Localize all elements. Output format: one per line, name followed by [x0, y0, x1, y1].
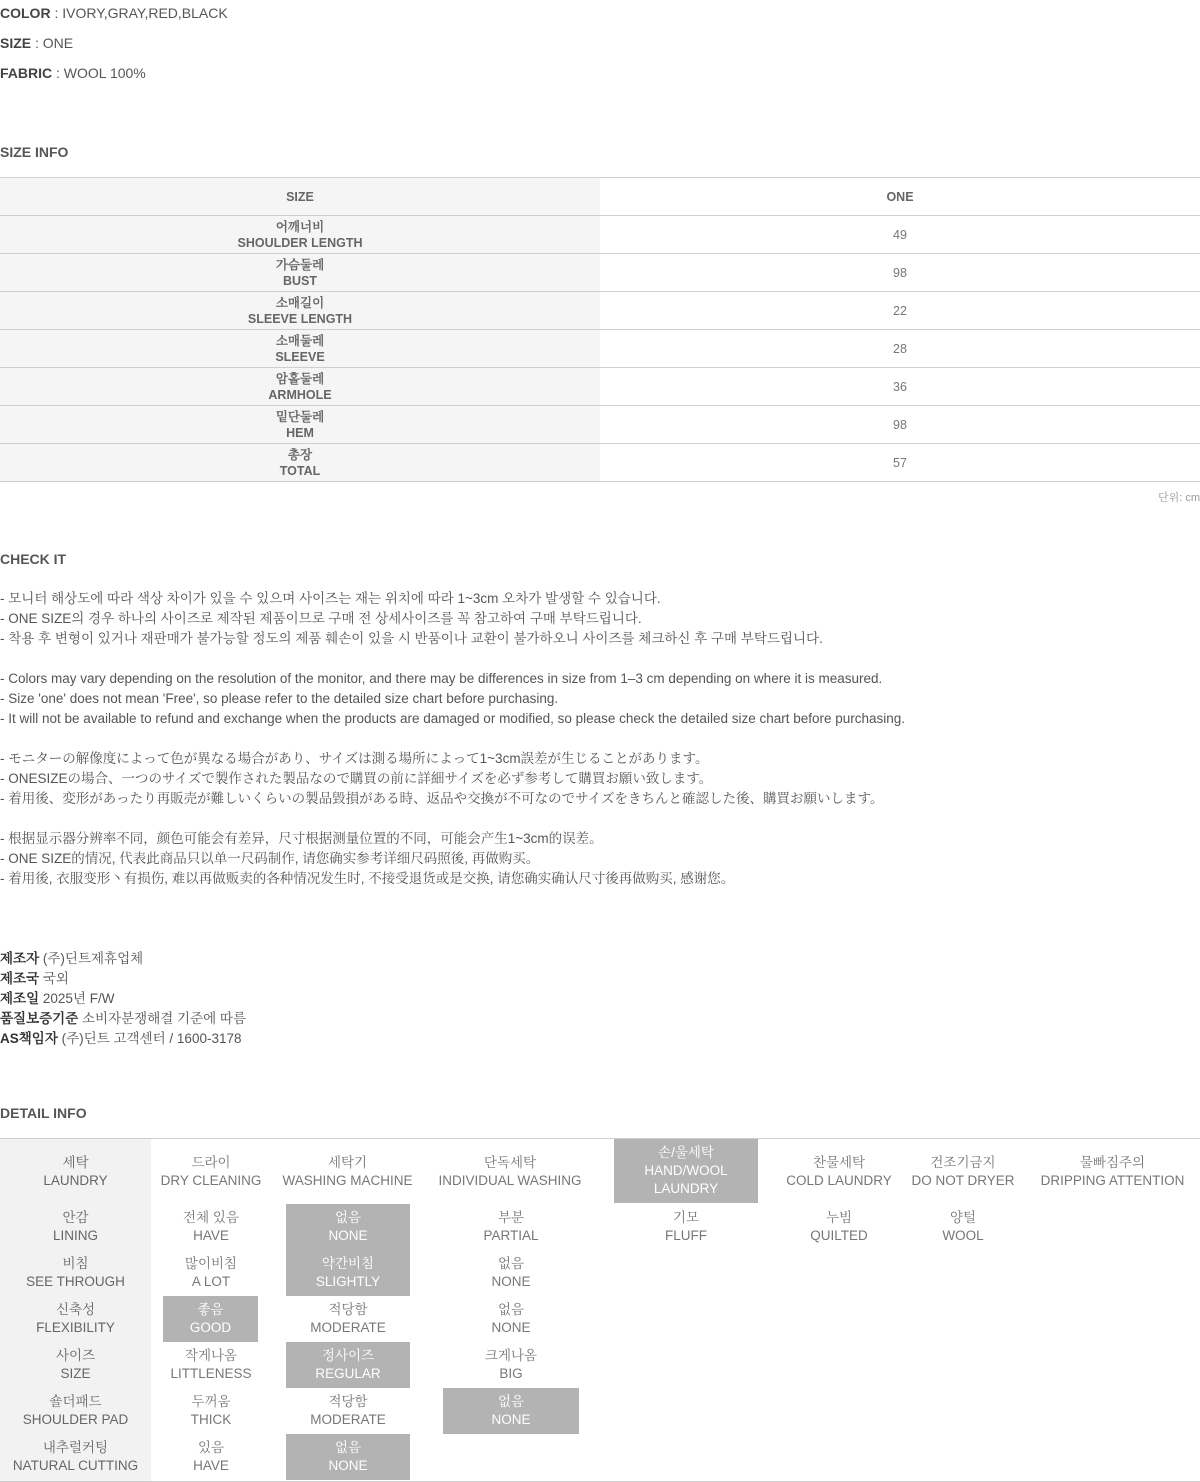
maker-date: [0, 989, 114, 1009]
option-cut-none: [286, 1434, 410, 1480]
cell-en: WOOL: [942, 1228, 984, 1243]
cell-ko: 있음: [197, 1440, 225, 1455]
size-header-label: SIZE: [0, 178, 600, 216]
notice-line: - 着用後、変形があったり再販売が難しいくらいの製品毀損がある時、返品や交換が不可なのでサイズをきちんと確認した後、購買お願いします。: [0, 791, 884, 806]
cell-ko: 적당함: [328, 1394, 368, 1409]
option-flex-good: [163, 1296, 258, 1342]
cell-en: INDIVIDUAL WASHING: [438, 1173, 582, 1188]
cell-en: SIZE: [60, 1366, 91, 1381]
option-quilted: [778, 1204, 900, 1250]
cell-ko: 찬물세탁: [812, 1155, 866, 1170]
table-row: [0, 254, 1200, 292]
maker-value: (주)딘트 고객센터 / 1600-3178: [57, 1031, 242, 1046]
spec-separator: :: [31, 35, 43, 51]
measure-label-en: HEM: [286, 425, 314, 440]
notice-line: - ONESIZEの場合、一つのサイズで製作された製品なので購買の前に詳細サイズを必ず参考して購買お願い致します。: [0, 771, 713, 786]
notice-line: - モニターの解像度によって色が異なる場合があり、サイズは測る場所によって1~3cm誤差が生じることがあります。: [0, 751, 709, 766]
spec-value: IVORY,GRAY,RED,BLACK: [62, 5, 228, 21]
measure-label-en: BUST: [282, 273, 318, 288]
maker-quality: [0, 1009, 246, 1029]
option-do-not-dryer: [905, 1149, 1021, 1195]
cell-en: FLEXIBILITY: [36, 1320, 115, 1335]
cell-ko: 많이비침: [184, 1256, 238, 1271]
cell-ko: 양털: [949, 1210, 977, 1225]
notice-line: - 착용 후 변형이 있거나 재판매가 불가능할 정도의 제품 훼손이 있을 시 반품이나 교환이 불가하오니 사이즈를 체크하신 후 구매 부탁드립니다.: [0, 631, 823, 646]
measure-label-ko: 소매길이: [275, 295, 325, 310]
cell-ko: 적당함: [328, 1302, 368, 1317]
measure-label-en: TOTAL: [279, 463, 321, 478]
cell-en: DRIPPING ATTENTION: [1040, 1173, 1185, 1188]
spec-value: ONE: [42, 35, 74, 51]
measure-label: [0, 292, 600, 330]
option-wool: [905, 1204, 1021, 1250]
size-header-value: ONE: [600, 178, 1200, 216]
cell-en: LINING: [52, 1228, 98, 1243]
option-cut-have: [151, 1434, 271, 1480]
cell-en: LAUNDRY: [653, 1181, 719, 1196]
check-it-title: CHECK IT: [0, 551, 67, 567]
cell-en: REGULAR: [315, 1366, 381, 1381]
option-individual-washing: [435, 1149, 585, 1195]
option-see-alot: [151, 1250, 271, 1296]
table-header-row: [0, 178, 1200, 216]
cell-ko: 신축성: [55, 1302, 96, 1317]
cell-en: DO NOT DRYER: [911, 1173, 1015, 1188]
cell-ko: 안감: [62, 1210, 89, 1225]
measure-value: 36: [600, 368, 1200, 406]
notice-line: - 着用後, 衣服变形丶有损伤, 难以再做贩卖的各种情况发生时, 不接受退货或是交换, 请您确实确认尺寸後再做购买, 感谢您。: [0, 871, 735, 886]
measure-value: 22: [600, 292, 1200, 330]
notice-line: - ONE SIZE的情况, 代表此商品只以单一尺码制作, 请您确实参考详细尺码照後, 再做购买。: [0, 851, 540, 866]
measure-label-ko: 가슴둘레: [275, 257, 325, 272]
cell-ko: 전체 있음: [183, 1210, 239, 1225]
measure-label: [0, 368, 600, 406]
notice-line: - ONE SIZE의 경우 하나의 사이즈로 제작된 제품이므로 구매 전 상세사이즈를 꼭 참고하여 구매 부탁드립니다.: [0, 611, 642, 626]
detail-label-laundry: [0, 1149, 151, 1195]
notice-line: - Size 'one' does not mean 'Free', so please refer to the detailed size chart before purchasing.: [0, 691, 559, 706]
measure-label-en: SLEEVE: [275, 349, 325, 364]
option-pad-thick: [151, 1388, 271, 1434]
cell-ko: 작게나옴: [184, 1348, 238, 1363]
cell-ko: 세탁: [62, 1155, 89, 1170]
maker-value: 소비자분쟁해결 기준에 따름: [78, 1011, 246, 1026]
table-row: [0, 330, 1200, 368]
cell-en: COLD LAUNDRY: [786, 1173, 892, 1188]
option-hand-wool-laundry: [614, 1139, 758, 1203]
cell-ko: 드라이: [191, 1155, 231, 1170]
cell-ko: 두꺼움: [191, 1394, 231, 1409]
option-size-big: [443, 1342, 579, 1388]
cell-en: NONE: [491, 1320, 531, 1335]
maker-as: [0, 1029, 241, 1049]
cell-ko: 부분: [497, 1210, 525, 1225]
maker-key: 제조국: [0, 971, 40, 986]
detail-label-natural-cutting: [0, 1434, 151, 1480]
cell-ko: 없음: [334, 1440, 362, 1455]
option-flex-none: [443, 1296, 579, 1342]
measure-label: [0, 444, 600, 482]
cell-en: LITTLENESS: [170, 1366, 252, 1381]
table-row: [0, 368, 1200, 406]
cell-en: A LOT: [191, 1274, 231, 1289]
table-row: [0, 216, 1200, 254]
option-cold-laundry: [778, 1149, 900, 1195]
option-see-none: [443, 1250, 579, 1296]
maker-key: 제조일: [0, 991, 40, 1006]
option-lining-have: [151, 1204, 271, 1250]
cell-en: NONE: [491, 1274, 531, 1289]
spec-key: SIZE: [0, 35, 32, 51]
maker-manufacturer: [0, 949, 143, 969]
detail-label-flexibility: [0, 1296, 151, 1342]
option-see-slightly: [286, 1250, 410, 1296]
cell-en: FLUFF: [665, 1228, 707, 1243]
notice-line: - It will not be available to refund and exchange when the products are damaged or modified, so please check the detailed size chart before purchasing.: [0, 711, 906, 726]
spec-color: [0, 3, 228, 23]
notice-line: - 根据显示器分辨率不同，颜色可能会有差异，尺寸根据测量位置的不同，可能会产生1~3cm的误差。: [0, 831, 603, 846]
detail-label-lining: [0, 1204, 151, 1250]
notice-line: - Colors may vary depending on the resolution of the monitor, and there may be differences in size from 1–3 cm depending on where it is measured.: [0, 671, 883, 686]
cell-ko: 없음: [497, 1302, 525, 1317]
option-lining-none: [286, 1204, 410, 1250]
cell-ko: 내추럴커팅: [42, 1440, 109, 1455]
maker-value: (주)딘트제휴업체: [39, 951, 144, 966]
option-flex-moderate: [286, 1296, 410, 1342]
maker-key: 품질보증기준: [0, 1011, 79, 1026]
unit-note: 단위: cm: [1157, 492, 1200, 504]
measure-label-ko: 암홀둘레: [275, 371, 325, 386]
measure-label: [0, 406, 600, 444]
cell-en: GOOD: [189, 1320, 232, 1335]
measure-label: [0, 330, 600, 368]
cell-en: MODERATE: [310, 1412, 386, 1427]
measure-value: 98: [600, 406, 1200, 444]
spec-size: [0, 33, 73, 53]
cell-en: MODERATE: [310, 1320, 386, 1335]
cell-en: SHOULDER PAD: [22, 1412, 129, 1427]
cell-ko: 숄더패드: [49, 1394, 102, 1409]
cell-ko: 약간비침: [321, 1256, 375, 1271]
table-row: [0, 406, 1200, 444]
size-info-title: SIZE INFO: [0, 144, 69, 160]
cell-ko: 사이즈: [55, 1348, 96, 1363]
cell-ko: 좋음: [197, 1302, 224, 1317]
cell-ko: 단독세탁: [483, 1155, 537, 1170]
spec-fabric: [0, 63, 146, 83]
maker-key: 제조자: [0, 951, 40, 966]
cell-ko: 정사이즈: [321, 1348, 375, 1363]
cell-ko: 건조기금지: [930, 1155, 996, 1170]
cell-ko: 크게나옴: [484, 1348, 538, 1363]
detail-label-size: [0, 1342, 151, 1388]
detail-label-see-through: [0, 1250, 151, 1296]
table-row: [0, 444, 1200, 482]
cell-en: LAUNDRY: [43, 1173, 108, 1188]
option-size-regular: [286, 1342, 410, 1388]
cell-ko: 물빠짐주의: [1079, 1155, 1146, 1170]
table-row: [0, 292, 1200, 330]
cell-ko: 없음: [497, 1394, 525, 1409]
option-washing-machine: [280, 1149, 415, 1195]
cell-ko: 손/울세탁: [658, 1145, 714, 1160]
measure-label-ko: 어깨너비: [275, 219, 325, 234]
measure-label: [0, 216, 600, 254]
detail-label-shoulder-pad: [0, 1388, 151, 1434]
maker-value: 국외: [39, 971, 69, 986]
option-dry-cleaning: [151, 1149, 271, 1195]
option-pad-moderate: [286, 1388, 410, 1434]
measure-value: 57: [600, 444, 1200, 482]
cell-en: QUILTED: [810, 1228, 868, 1243]
spec-separator: :: [50, 5, 63, 21]
spec-separator: :: [52, 65, 64, 81]
cell-ko: 비침: [62, 1256, 89, 1271]
detail-info-title: DETAIL INFO: [0, 1105, 87, 1121]
cell-en: WASHING MACHINE: [282, 1173, 413, 1188]
option-dripping-attention: [1030, 1149, 1195, 1195]
cell-en: NONE: [491, 1412, 531, 1427]
cell-ko: 누빔: [825, 1210, 853, 1225]
measure-label-en: ARMHOLE: [268, 387, 332, 402]
maker-value: 2025년 F/W: [39, 991, 115, 1006]
spec-key: FABRIC: [0, 65, 53, 81]
cell-en: THICK: [190, 1412, 232, 1427]
cell-en: HAND/WOOL: [644, 1163, 728, 1178]
measure-label-ko: 총장: [287, 447, 313, 462]
measure-value: 49: [600, 216, 1200, 254]
detail-grid: [0, 1138, 1200, 1482]
size-table: [0, 177, 1200, 482]
cell-en: NONE: [328, 1228, 368, 1243]
cell-en: NONE: [328, 1458, 368, 1473]
measure-value: 28: [600, 330, 1200, 368]
cell-ko: 세탁기: [327, 1155, 368, 1170]
maker-country: [0, 969, 69, 989]
cell-en: NATURAL CUTTING: [12, 1458, 139, 1473]
option-lining-partial: [443, 1204, 579, 1250]
cell-en: HAVE: [193, 1458, 229, 1473]
measure-value: 98: [600, 254, 1200, 292]
cell-ko: 기모: [672, 1210, 700, 1225]
measure-label: [0, 254, 600, 292]
spec-value: WOOL 100%: [63, 65, 146, 81]
cell-en: SEE THROUGH: [26, 1274, 125, 1289]
notice-line: - 모니터 해상도에 따라 색상 차이가 있을 수 있으며 사이즈는 재는 위치에 따라 1~3cm 오차가 발생할 수 있습니다.: [0, 591, 661, 606]
maker-key: AS책임자: [0, 1031, 58, 1046]
option-fluff: [614, 1204, 758, 1250]
cell-en: HAVE: [193, 1228, 229, 1243]
cell-en: SLIGHTLY: [315, 1274, 381, 1289]
option-size-littleness: [151, 1342, 271, 1388]
measure-label-en: SHOULDER LENGTH: [237, 235, 363, 250]
cell-en: BIG: [499, 1366, 523, 1381]
measure-label-ko: 소매둘레: [275, 333, 325, 348]
spec-key: COLOR: [0, 5, 51, 21]
cell-ko: 없음: [334, 1210, 362, 1225]
measure-label-en: SLEEVE LENGTH: [247, 311, 353, 326]
measure-label-ko: 밑단둘레: [275, 409, 325, 424]
option-pad-none: [443, 1388, 579, 1434]
cell-ko: 없음: [497, 1256, 525, 1271]
cell-en: PARTIAL: [483, 1228, 539, 1243]
cell-en: DRY CLEANING: [160, 1173, 262, 1188]
